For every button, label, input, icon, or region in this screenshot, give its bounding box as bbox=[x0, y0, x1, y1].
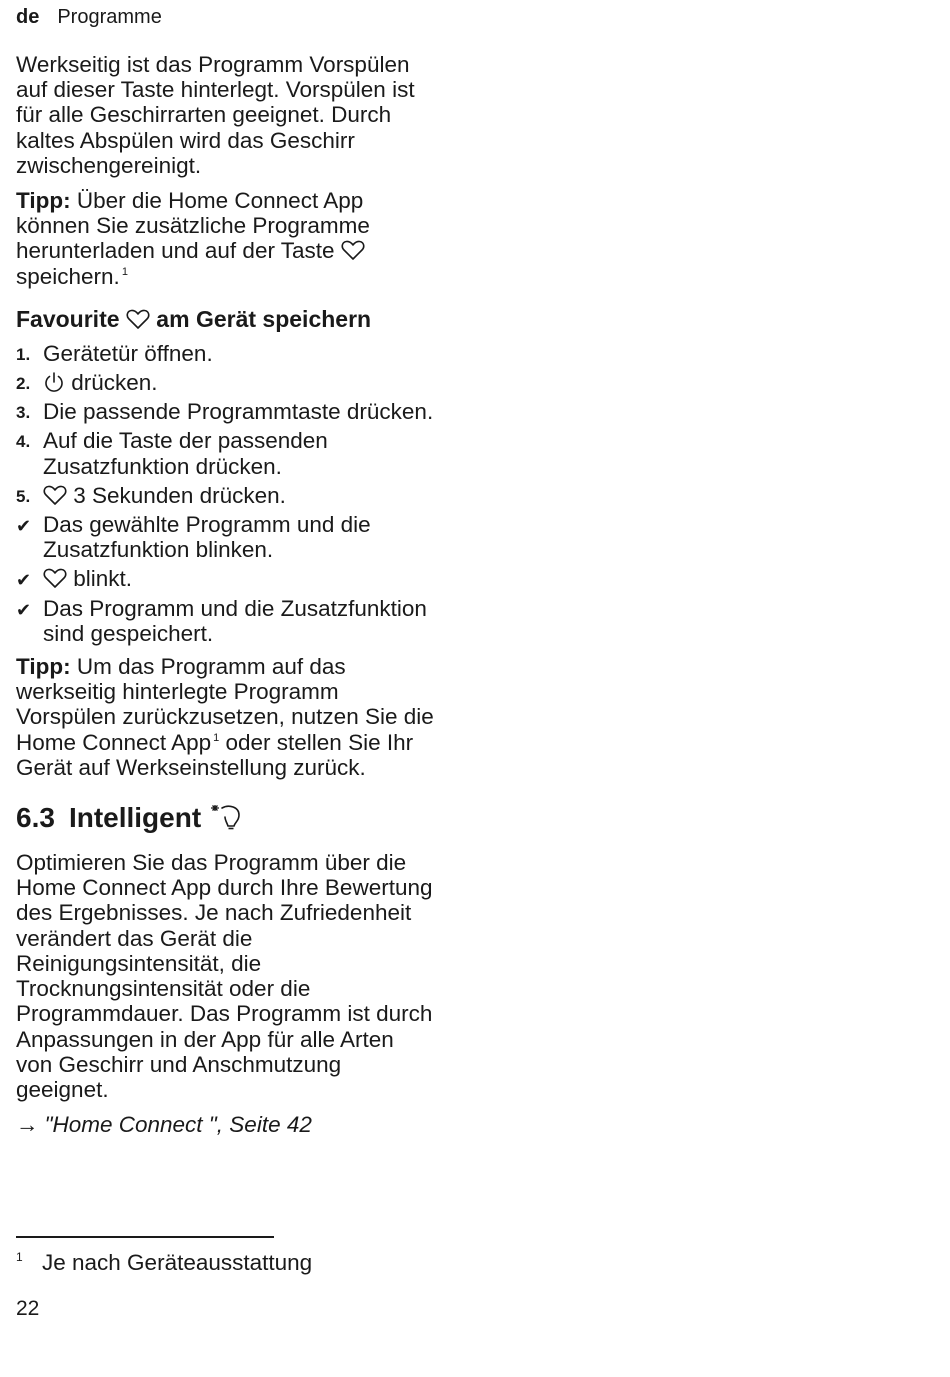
intro-paragraph: Werkseitig ist das Programm Vorspülen auf dieser Taste hinterlegt. Vorspülen ist für alle Geschirrarten geeignet. Durch kaltes Abspülen wird das Geschirr zwischengereinigt. bbox=[16, 52, 415, 178]
result-item: ✔ Das gewählte Programm und die Zusatzfunktion blinken. bbox=[16, 512, 371, 563]
check-icon: ✔ bbox=[16, 516, 32, 537]
tip-paragraph-2: Tipp: Um das Programm auf das werkseitig hinterlegte Programm Vorspülen zurückzusetzen, nutzen Sie die Home Connect App $^1$ oder stellen Sie Ihr Gerät auf Werkseinstellung zurück. bbox=[16, 654, 434, 780]
heart-icon bbox=[126, 308, 150, 330]
intelligent-icon bbox=[209, 802, 243, 830]
main-column bbox=[16, 52, 436, 1147]
step-item: 1. Gerätetür öffnen. bbox=[16, 340, 213, 366]
section-heading bbox=[16, 802, 436, 834]
page-number: 22 bbox=[16, 1297, 40, 1320]
tip-text: speichern. bbox=[16, 263, 120, 289]
step-item: 3. Die passende Programmtaste drücken. bbox=[16, 399, 434, 425]
footnote-divider bbox=[16, 1236, 274, 1238]
check-icon: ✔ bbox=[16, 599, 32, 620]
heart-icon bbox=[43, 484, 67, 506]
arrow-icon: → bbox=[16, 1112, 39, 1138]
language-code: de bbox=[16, 6, 40, 28]
header-section: Programme bbox=[57, 6, 162, 28]
step-item: 4. Auf die Taste der passenden Zusatzfunktion drücken. bbox=[16, 428, 328, 479]
check-icon: ✔ bbox=[16, 570, 32, 591]
tip-paragraph-1 bbox=[16, 188, 436, 289]
footnote-number: 1 bbox=[16, 1250, 23, 1264]
cross-reference-link[interactable]: → "Home Connect ", Seite 42 bbox=[16, 1112, 312, 1138]
section-body: Optimieren Sie das Programm über die Home Connect App durch Ihre Bewertung des Ergebnisses. Je nach Zufriedenheit verändert das Gerät die Reinigungsintensität, die Trocknungsintensität oder die Programmdauer. Das Programm ist durch Anpassungen in der App für alle Arten von Geschirr und Anschmutzung geeignet. bbox=[16, 850, 433, 1102]
step-item: 5. 3 Sekunden drücken. bbox=[16, 482, 286, 508]
steps-list bbox=[16, 341, 436, 646]
section-title: Intelligent bbox=[68, 802, 202, 834]
result-item: ✔ blinkt. bbox=[16, 566, 436, 591]
page-header bbox=[16, 6, 162, 29]
footnote bbox=[16, 1250, 312, 1276]
heart-icon bbox=[341, 239, 365, 261]
step-item: 2. drücken. bbox=[16, 370, 158, 396]
tip-text: Über die Home Connect App können Sie zusätzliche Programme herunterladen und auf der Taste bbox=[16, 188, 370, 264]
heart-icon bbox=[43, 567, 67, 589]
footnote-text: Je nach Geräteausstattung bbox=[42, 1250, 313, 1275]
tip-label: Tipp: bbox=[16, 654, 71, 680]
section-number: 6.3 bbox=[16, 802, 55, 834]
favourite-heading: Favourite am Gerät speichern bbox=[16, 305, 372, 332]
footnote-ref: 1 bbox=[213, 732, 220, 745]
result-item: ✔ Das Programm und die Zusatzfunktion sind gespeichert. bbox=[16, 595, 427, 646]
tip-label: Tipp: bbox=[16, 188, 71, 214]
power-icon bbox=[43, 371, 65, 393]
footnote-ref: 1 bbox=[121, 266, 128, 279]
